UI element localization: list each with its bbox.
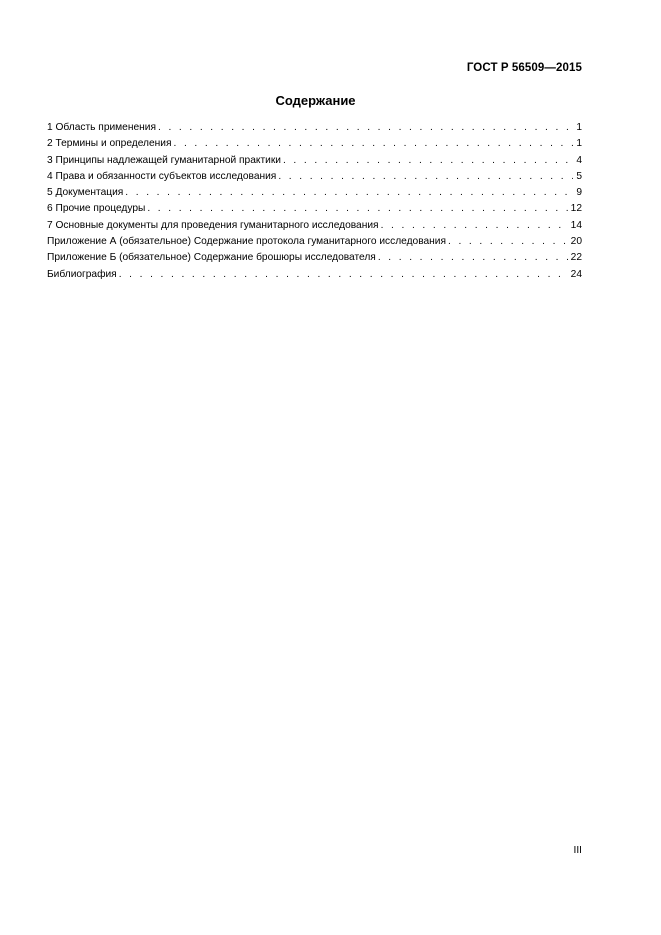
- toc-entry-page: 4: [576, 154, 582, 166]
- toc-entry-label: 3 Принципы надлежащей гуманитарной практики: [47, 154, 281, 166]
- toc-entry-label: Библиография: [47, 268, 117, 280]
- toc-leader-dots: [119, 267, 568, 283]
- toc-entry-page: 1: [576, 138, 582, 150]
- toc-list: [47, 120, 582, 283]
- toc-entry[interactable]: [47, 267, 582, 283]
- toc-entry-page: 14: [570, 219, 582, 231]
- toc-entry[interactable]: [47, 234, 582, 250]
- toc-entry[interactable]: [47, 120, 582, 136]
- toc-leader-dots: [283, 153, 573, 169]
- toc-title: Содержание: [275, 93, 356, 108]
- toc-entry-label: 6 Прочие процедуры: [47, 203, 146, 215]
- toc-entry-page: 9: [576, 187, 582, 199]
- toc-entry-label: 2 Термины и определения: [47, 138, 172, 150]
- toc-entry-label: 7 Основные документы для проведения гуманитарного исследования: [47, 219, 379, 231]
- toc-entry-label: Приложение Б (обязательное) Содержание брошюры исследователя: [47, 252, 376, 264]
- toc-entry-page: 5: [576, 170, 582, 182]
- toc-entry-label: 4 Права и обязанности субъектов исследования: [47, 170, 277, 182]
- toc-entry-page: 20: [570, 236, 582, 248]
- toc-entry[interactable]: [47, 218, 582, 234]
- toc-entry-page: 24: [570, 268, 582, 280]
- toc-leader-dots: [125, 185, 573, 201]
- toc-leader-dots: [381, 218, 568, 234]
- toc-entry[interactable]: [47, 201, 582, 217]
- toc-leader-dots: [278, 169, 573, 185]
- toc-entry-page: 12: [570, 203, 582, 215]
- toc-entry-page: 22: [570, 252, 582, 264]
- toc-entry-page: 1: [576, 122, 582, 133]
- toc-entry[interactable]: [47, 169, 582, 185]
- toc-leader-dots: [378, 250, 568, 266]
- toc-entry-label: Приложение А (обязательное) Содержание протокола гуманитарного исследования: [47, 236, 446, 248]
- toc-leader-dots: [147, 201, 567, 217]
- page-number: III: [573, 845, 582, 856]
- toc-leader-dots: [448, 234, 568, 250]
- toc-entry[interactable]: [47, 250, 582, 266]
- toc-entry[interactable]: [47, 153, 582, 169]
- document-code: ГОСТ Р 56509—2015: [466, 62, 582, 74]
- toc-entry[interactable]: [47, 136, 582, 152]
- toc-entry-label: 1 Область применения: [47, 122, 156, 133]
- toc-entry-label: 5 Документация: [47, 187, 124, 199]
- toc-entry[interactable]: [47, 185, 582, 201]
- toc-leader-dots: [173, 136, 573, 152]
- toc-leader-dots: [158, 120, 573, 136]
